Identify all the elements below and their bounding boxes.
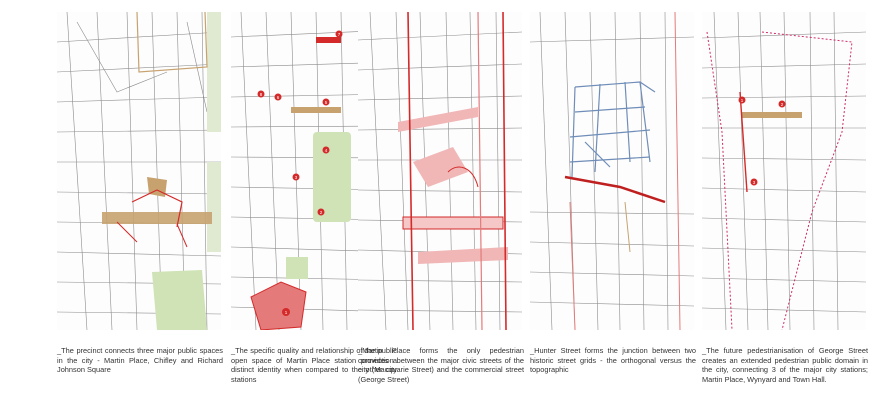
hunter-street [565,177,665,202]
green-space [207,12,221,132]
map-marker-label: 8 [259,92,263,97]
map-marker-label: 3 [294,175,298,180]
orthogonal-grid [570,12,680,330]
map-panel-precinct [57,12,221,330]
martin-place-axis [742,112,802,118]
george-street [740,92,747,192]
street-grids-map [530,12,694,330]
caption-street-grids: _Hunter Street forms the junction between two historic street grids - the orthogonal versus the topographic [530,346,696,375]
pedestrian-route [762,32,852,330]
caption-george-street: _The future pedestrianisation of George Street creates an extended pedestrian public domain in the city, connecting 3 of the major city stations; Martin Place, Wynyard and Town Hall. [702,346,868,384]
pedestrian-link [418,247,508,264]
domain-park [313,132,351,222]
open-space-highlight [316,37,341,43]
station-marker-label: 2 [780,102,784,107]
precinct-map [57,12,221,330]
hyde-park [152,270,207,330]
park [286,257,308,279]
caption-pedestrian-connection: _Martin Place forms the only pedestrian connection between the major civic streets of the city (Macquarie Street) and the commercial street (George Street) [358,346,524,384]
pedestrian-route [707,32,732,330]
map-marker-label: 1 [284,310,288,315]
george-street-map [702,12,866,330]
station-marker-label: 1 [740,98,744,103]
station-marker-label: 3 [752,180,756,185]
street-grid [530,12,694,330]
pedestrian-connection-map [358,12,522,330]
martin-place-axis [291,107,341,113]
caption-open-space: _The specific quality and relationship of the public open space of Martin Place station provides a distinct identity when compared to the other city stations [231,346,397,384]
map-marker-label: 6 [276,95,280,100]
map-marker-label: 7 [337,32,341,37]
green-space [207,162,221,252]
map-marker-label: 5 [324,100,328,105]
map-marker-label: 4 [324,148,328,153]
precinct-boundary [117,222,187,247]
topographic-grid [570,82,655,177]
civic-street [478,12,482,330]
martin-place-axis [403,217,503,229]
martin-place-axis [102,212,212,224]
map-panel-george-street [702,12,866,330]
open-space-highlight [251,282,306,330]
harbour-outline [137,12,207,72]
map-panel-street-grids [530,12,694,330]
caption-precinct: _The precinct connects three major public spaces in the city - Martin Place, Chifley and Richard Johnson Square [57,346,223,375]
map-marker-label: 2 [319,210,323,215]
map-panel-pedestrian-connection [358,12,522,330]
street-grid [702,12,866,330]
